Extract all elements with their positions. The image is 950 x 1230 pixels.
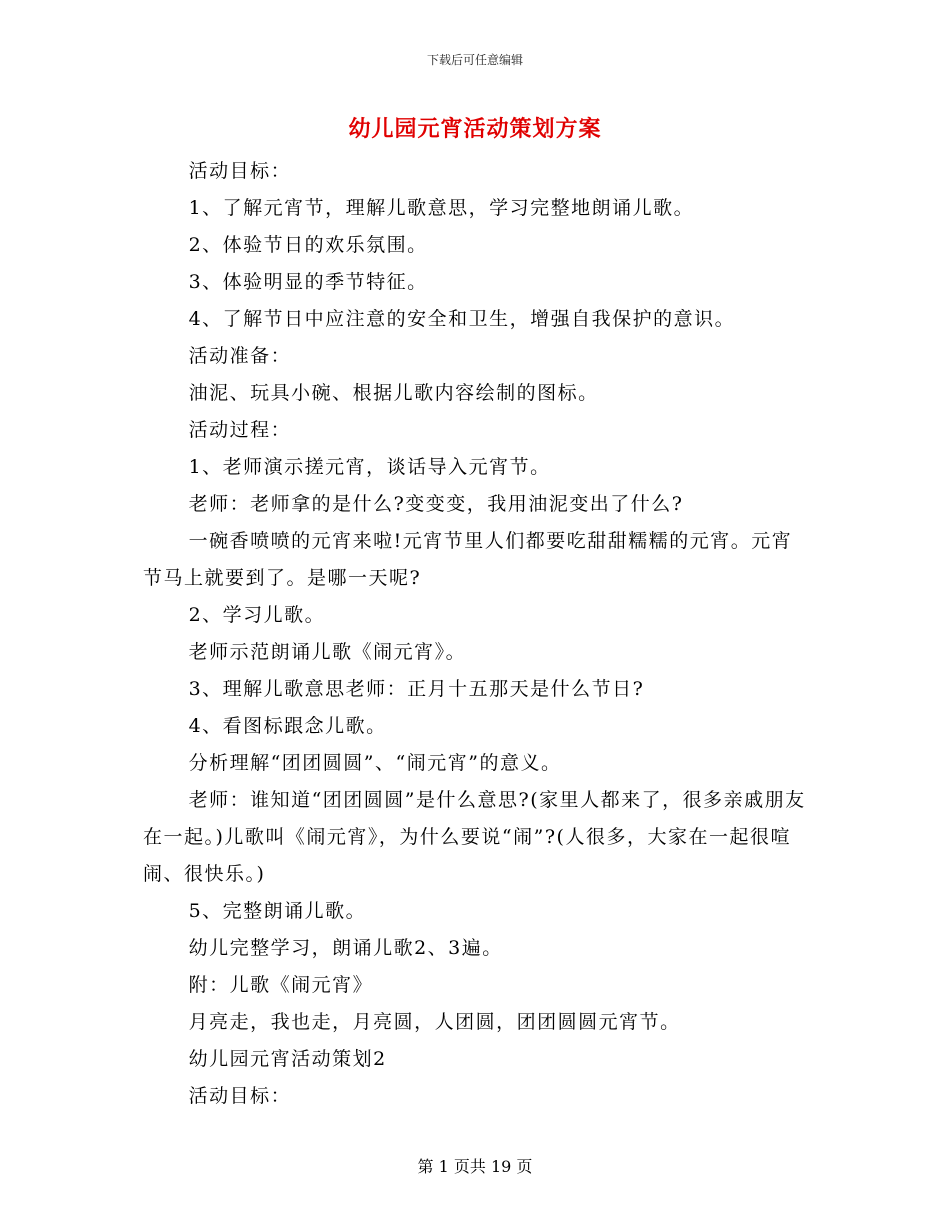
paragraph: 5、完整朗诵儿歌。	[188, 900, 367, 922]
document-title: 幼儿园元宵活动策划方案	[348, 116, 602, 142]
paragraph: 活动目标：	[188, 1085, 292, 1107]
page-footer: 第 1 页共 19 页	[417, 1157, 533, 1176]
paragraph: 3、体验明显的季节特征。	[188, 271, 428, 293]
paragraph: 油泥、玩具小碗、根据儿歌内容绘制的图标。	[188, 382, 599, 404]
paragraph: 分析理解“团团圆圆”、“闹元宵”的意义。	[188, 752, 562, 774]
paragraph: 幼儿完整学习，朗诵儿歌2、3遍。	[188, 937, 503, 959]
document-body	[143, 153, 811, 1115]
paragraph: 月亮走，我也走，月亮圆，人团圆，团团圆圆元宵节。	[188, 1011, 681, 1033]
paragraph: 附：儿歌《闹元宵》	[188, 974, 374, 996]
paragraph: 活动目标：	[188, 160, 292, 182]
paragraph: 1、老师演示搓元宵，谈话导入元宵节。	[188, 456, 551, 478]
paragraph: 一碗香喷喷的元宵来啦!元宵节里人们都要吃甜甜糯糯的元宵。元宵节马上就要到了。是哪一天呢?	[143, 530, 793, 589]
paragraph: 幼儿园元宵活动策划2	[188, 1048, 387, 1070]
paragraph: 老师：谁知道“团团圆圆”是什么意思?(家里人都来了，很多亲戚朋友在一起。)儿歌叫《闹元宵》，为什么要说“闹”?(人很多，大家在一起很喧闹、很快乐。)	[143, 789, 806, 885]
paragraph: 2、体验节日的欢乐氛围。	[188, 234, 428, 256]
paragraph: 4、了解节日中应注意的安全和卫生，增强自我保护的意识。	[188, 308, 736, 330]
paragraph: 1、了解元宵节，理解儿歌意思，学习完整地朗诵儿歌。	[188, 197, 695, 219]
paragraph: 老师：老师拿的是什么?变变变，我用油泥变出了什么?	[188, 493, 684, 515]
paragraph: 活动准备：	[188, 345, 292, 367]
paragraph: 2、学习儿歌。	[188, 604, 326, 626]
paragraph: 活动过程：	[188, 419, 292, 441]
paragraph: 4、看图标跟念儿歌。	[188, 715, 387, 737]
page-header: 下载后可任意编辑	[426, 53, 523, 67]
paragraph: 3、理解儿歌意思老师：正月十五那天是什么节日?	[188, 678, 645, 700]
paragraph: 老师示范朗诵儿歌《闹元宵》。	[188, 641, 467, 663]
